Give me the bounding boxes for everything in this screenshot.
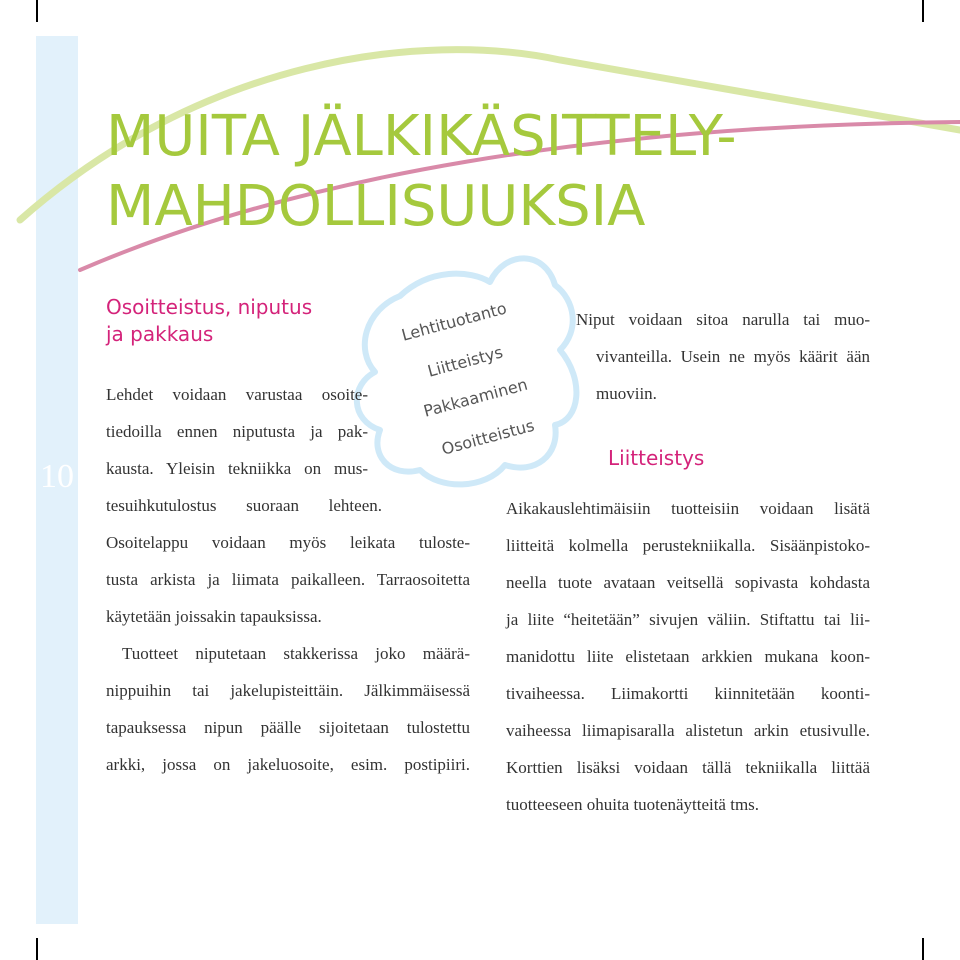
heading-line: ja pakkaus (106, 322, 214, 346)
title-line: MUITA JÄLKIKÄSITTELY- (106, 104, 737, 169)
section-heading-osoitteistus (106, 294, 312, 348)
section1-body-narrow (106, 376, 368, 487)
text-line: nippuihin tai jakelupisteittäin. Jälkimmäisessä (106, 681, 470, 700)
section-heading-liitteistys: Liitteistys (608, 446, 705, 470)
text-line: kausta. Yleisin tekniikka on mus- (106, 459, 368, 478)
text-line: tusta arkista ja liimata paikalleen. Tarraosoitetta (106, 570, 470, 589)
heading-line: Osoitteistus, niputus (106, 295, 313, 319)
cloud-tag-pakkaaminen: Pakkaaminen (421, 374, 530, 421)
title-line: MAHDOLLISUUKSIA (106, 174, 646, 239)
text-line: Osoitelappu voidaan myös leikata tuloste- (106, 533, 470, 552)
section1-body-wide (106, 524, 470, 783)
text-line: käytetään joissakin tapauksissa. (106, 607, 322, 626)
text-line: tiedoilla ennen niputusta ja pak- (106, 422, 368, 441)
text-line: Lehdet voidaan varustaa osoite- (106, 385, 368, 404)
text-line: tuotteeseen ohuita tuotenäytteitä tms. (506, 795, 760, 814)
text-line: vaiheessa liimapisaralla alistetun arkin etusivulle. (506, 721, 870, 740)
text-line: arkki, jossa on jakeluosoite, esim. postipiiri. (106, 755, 470, 774)
page-title (106, 102, 737, 242)
text-line: tesuihkutulostus suoraan lehteen. (106, 496, 382, 515)
text-line: liitteitä kolmella perustekniikalla. Sisäänpistoko- (506, 536, 870, 555)
section1-body-line (106, 487, 382, 524)
cloud-tag-lehtituotanto: Lehtituotanto (399, 298, 509, 345)
text-line: Korttien lisäksi voidaan tällä tekniikalla liittää (506, 758, 870, 777)
section2-body (506, 490, 870, 823)
text-line: Niput voidaan sitoa narulla tai muo- (576, 310, 870, 329)
bundles-paragraph-cont (596, 338, 870, 412)
text-line: Tuotteet niputetaan stakkerissa joko määrä- (122, 644, 470, 663)
text-line: tapauksessa nipun päälle sijoitetaan tulostettu (106, 718, 470, 737)
text-line: Aikakauslehtimäisiin tuotteisiin voidaan lisätä (506, 499, 870, 518)
text-line: muoviin. (596, 384, 657, 403)
text-line: vivanteilla. Usein ne myös käärit ään (596, 347, 870, 366)
text-line: ja liite “heitetään” sivujen väliin. Stiftattu tai lii- (506, 610, 870, 629)
cloud-tag-osoitteistus: Osoitteistus (439, 415, 537, 459)
page-number: 10 (40, 458, 74, 495)
text-line: neella tuote avataan veitsellä sopivasta kohdasta (506, 573, 870, 592)
cloud-tag-liitteistys: Liitteistys (425, 342, 505, 381)
text-line: manidottu liite elistetaan arkkien mukana koon- (506, 647, 870, 666)
bundles-paragraph (576, 301, 870, 338)
text-line: tivaiheessa. Liimakortti kiinnitetään koonti- (506, 684, 870, 703)
